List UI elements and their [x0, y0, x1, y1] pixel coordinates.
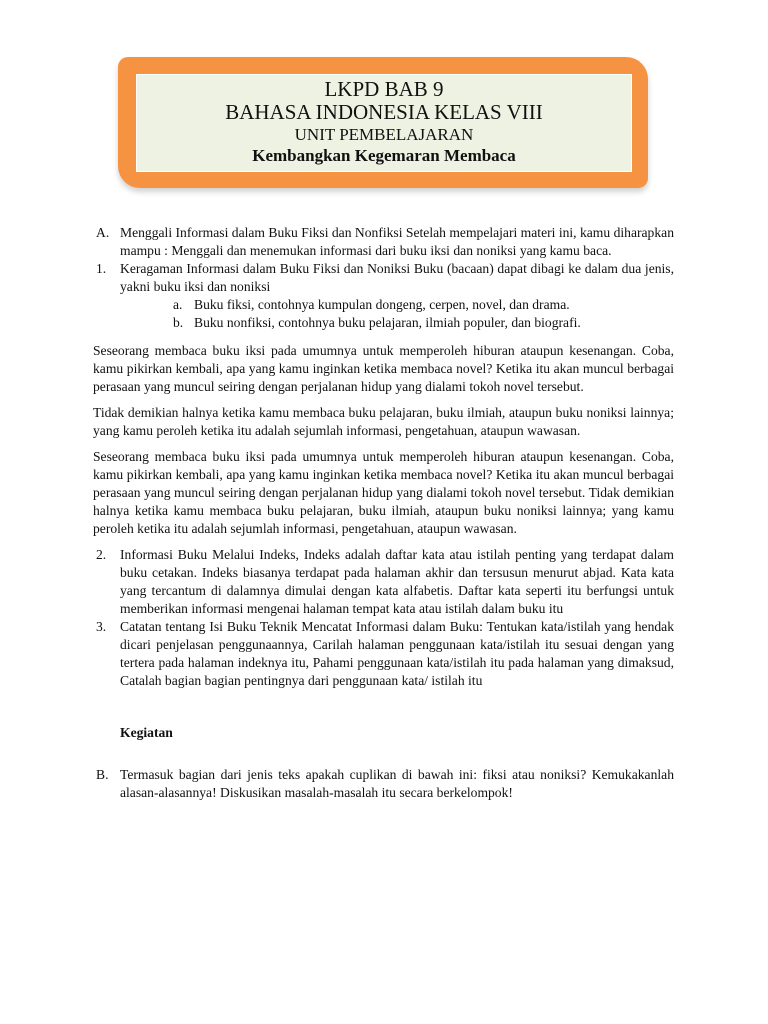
list-item-3-marker: 3. — [96, 619, 107, 634]
header-box — [136, 74, 632, 172]
kegiatan-label: Kegiatan — [120, 725, 173, 740]
sub-item-a-marker: a. — [173, 297, 183, 312]
list-item-3-text: Catatan tentang Isi Buku Teknik Mencatat Informasi dalam Buku: Tentukan kata/istilah yang hendak dicari penjelasan penggunaannya, Carilah halaman penggunaan kata/istilah itu sesuai dengan yang tertera pada halaman indeknya itu, Pahami penggunaan kata/istilah itu pada halaman yang dimaksud, Catalah bagian bagian pentingnya dari penggunaan kata/ istilah itu — [120, 619, 674, 688]
paragraph-2: Tidak demikian halnya ketika kamu membaca buku pelajaran, buku ilmiah, ataupun buku noniksi lainnya; yang kamu peroleh ketika itu adalah sejumlah informasi, pengetahuan, ataupun wawasan. — [93, 405, 674, 438]
header-banner — [118, 57, 648, 188]
section-b — [93, 766, 674, 802]
list-item-1-text: Keragaman Informasi dalam Buku Fiksi dan Noniksi Buku (bacaan) dapat dibagi ke dalam dua jenis, yakni buku iksi dan noniksi — [120, 261, 674, 294]
list-item-2-text: Informasi Buku Melalui Indeks, Indeks adalah daftar kata atau istilah penting yang terdapat dalam buku cetakan. Indeks biasanya terdapat pada halaman akhir dan tersusun menurut abjad. Kata kata yang tercantum di dalamnya dimulai dengan kata alfabetis. Daftar kata seperti itu berfungsi untuk memberikan informasi mengenai halaman tempat kata atau istilah dalam buku itu — [120, 547, 674, 616]
list-item-2 — [93, 546, 674, 618]
sub-item-a — [93, 296, 674, 314]
paragraph-3: Seseorang membaca buku iksi pada umumnya untuk memperoleh hiburan ataupun kesenangan. Coba, kamu pikirkan kembali, apa yang kamu inginkan ketika membaca novel? Ketika itu akan muncul berbagai perasaan yang muncul seiring dengan perjalanan hidup yang dialami tokoh novel tersebut. Tidak demikian halnya ketika kamu membaca buku pelajaran, buku ilmiah, ataupun buku noniksi lainnya; yang kamu peroleh ketika itu adalah sejumlah informasi, pengetahuan, ataupun wawasan. — [93, 449, 674, 536]
unit-label: UNIT PEMBELAJARAN — [294, 125, 474, 144]
list-item-2-marker: 2. — [96, 547, 107, 562]
section-a-marker: A. — [96, 225, 110, 240]
sub-item-b-text: Buku nonfiksi, contohnya buku pelajaran, ilmiah populer, dan biografi. — [194, 315, 581, 330]
document-body — [93, 224, 674, 802]
document-title: LKPD BAB 9 — [324, 77, 444, 101]
section-a-text: Menggali Informasi dalam Buku Fiksi dan Nonfiksi Setelah mempelajari materi ini, kamu diharapkan mampu : Menggali dan menemukan informasi dari buku iksi dan noniksi yang kamu baca. — [120, 225, 674, 258]
topic-title: Kembangkan Kegemaran Membaca — [252, 146, 516, 165]
document-subtitle: BAHASA INDONESIA KELAS VIII — [225, 100, 543, 124]
sub-item-b-marker: b. — [173, 315, 184, 330]
paragraph-1: Seseorang membaca buku iksi pada umumnya untuk memperoleh hiburan ataupun kesenangan. Coba, kamu pikirkan kembali, apa yang kamu inginkan ketika membaca novel? Ketika itu akan muncul berbagai perasaan yang muncul seiring dengan perjalanan hidup yang dialami tokoh novel tersebut. — [93, 343, 674, 394]
list-item-1 — [93, 260, 674, 296]
list-item-1-marker: 1. — [96, 261, 107, 276]
list-item-3 — [93, 618, 674, 690]
sub-item-a-text: Buku fiksi, contohnya kumpulan dongeng, cerpen, novel, dan drama. — [194, 297, 570, 312]
sub-item-b — [93, 314, 674, 332]
section-a — [93, 224, 674, 260]
section-b-text: Termasuk bagian dari jenis teks apakah cuplikan di bawah ini: fiksi atau noniksi? Kemukakanlah alasan-alasannya! Diskusikan masalah-masalah itu secara berkelompok! — [120, 767, 674, 800]
kegiatan-heading — [93, 724, 674, 742]
section-b-marker: B. — [96, 767, 109, 782]
